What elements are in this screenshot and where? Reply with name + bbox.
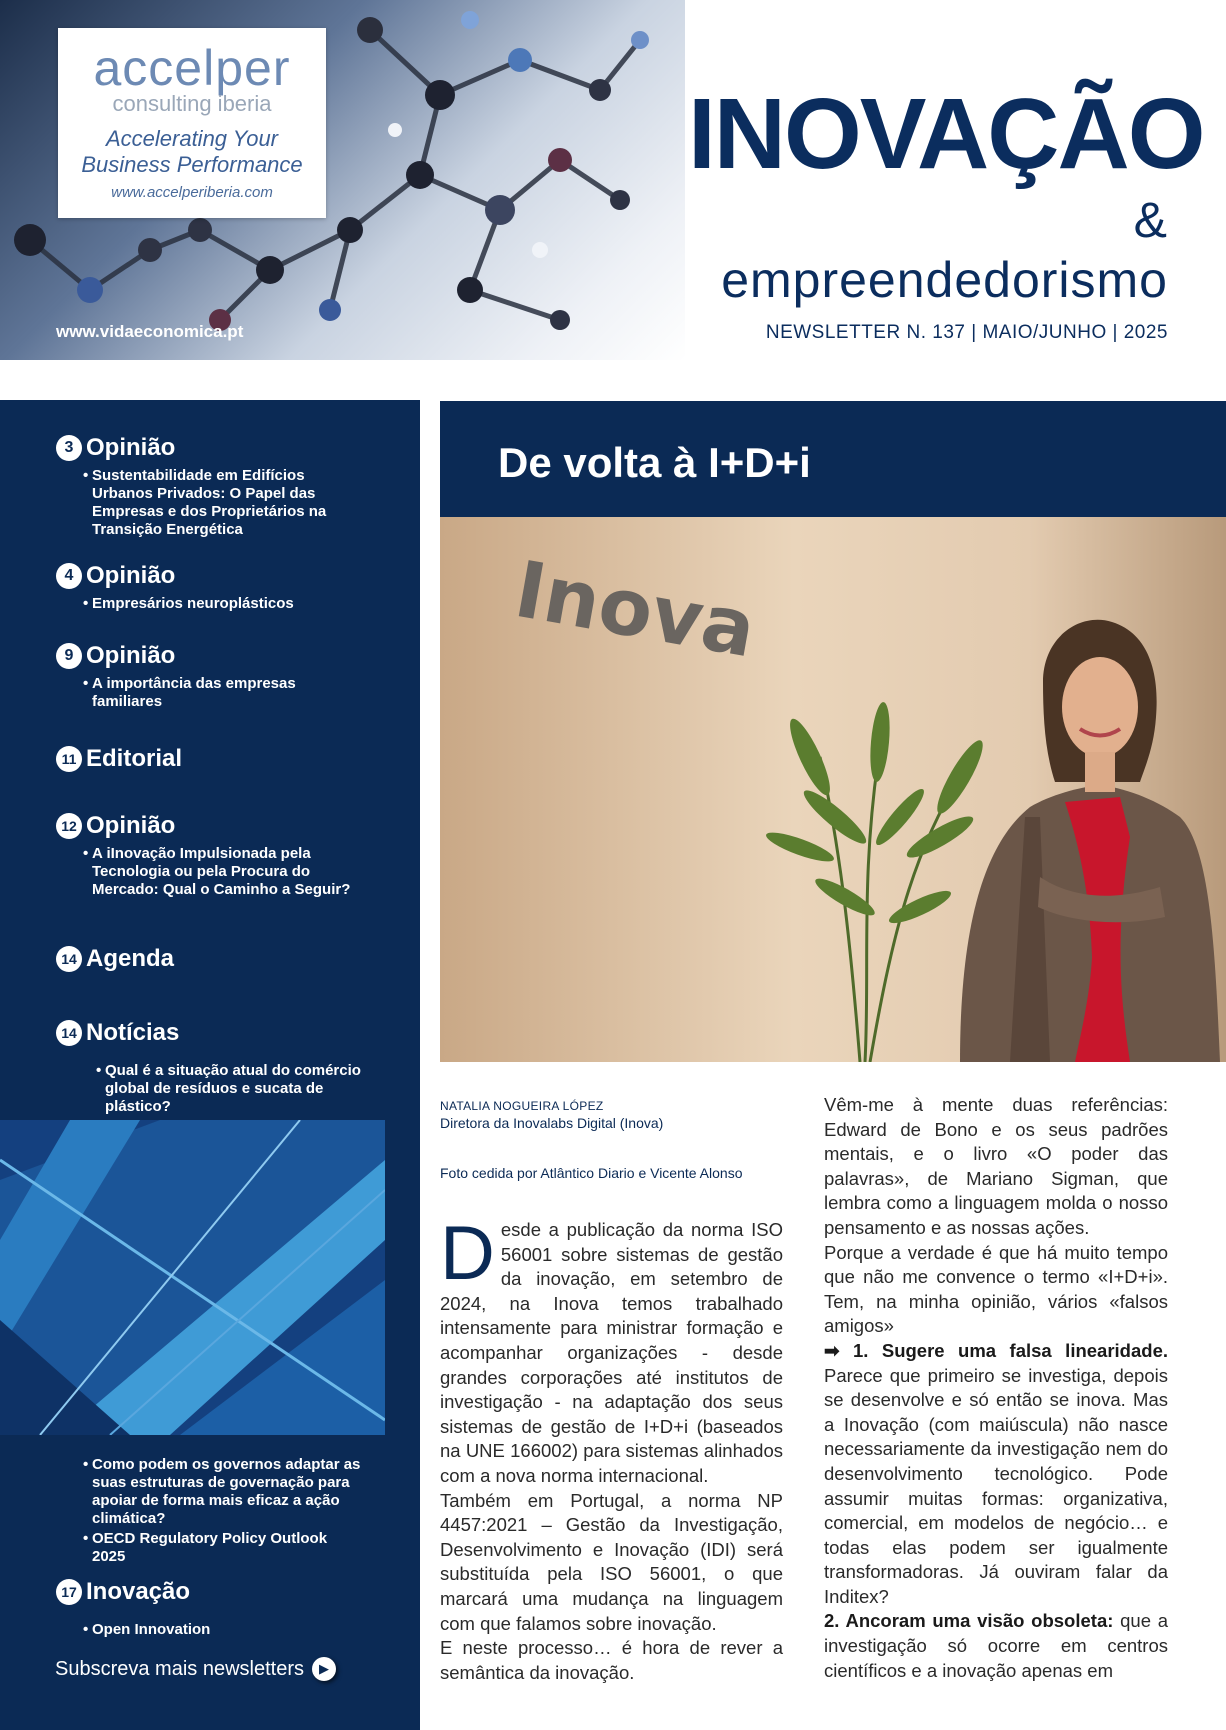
author-name: NATALIA NOGUEIRA LÓPEZ — [440, 1099, 604, 1113]
header-molecule-image — [0, 0, 685, 360]
article-title: De volta à I+D+i — [498, 439, 811, 486]
toc-section-title: Editorial — [86, 745, 183, 772]
issue-info: NEWSLETTER N. 137 | MAIO/JUNHO | 2025 — [765, 322, 1168, 343]
article-column-2 — [824, 1093, 1168, 1683]
photo-credit: Foto cedida por Atlântico Diario e Vicente Alonso — [440, 1165, 743, 1181]
article-point-1: ➡ 1. Sugere uma falsa linearidade. Parece que primeiro se investiga, depois se desenvolve e só então se inova. Mas a Inovação (com maiúscula) não nasce necessariamente da investigação nem do desenvolvimento tecnológico. Pode assumir muitas formas: organizativa, comercial, em modelos de negócio… e todas elas podem ser igualmente transformadoras. Já ouviram falar da Inditex? — [824, 1339, 1168, 1607]
article-column-1 — [440, 1211, 783, 1685]
logo-url[interactable]: www.accelperiberia.com — [111, 184, 273, 201]
article-paragraph: E neste processo… é hora de rever a semântica da inovação. — [440, 1637, 783, 1683]
toc-item[interactable]: • OECD Regulatory Policy Outlook 2025 — [83, 1530, 328, 1565]
logo-tagline-1: Accelerating Your — [105, 126, 279, 151]
newsletter-subtitle: & empreendedorismo — [721, 192, 1168, 308]
site-url-link[interactable]: www.vidaeconomica.pt — [56, 322, 244, 341]
play-arrow-icon[interactable]: ▶ — [312, 1657, 336, 1681]
table-of-contents-sidebar — [0, 400, 420, 1730]
logo-tagline-2: Business Performance — [81, 152, 303, 177]
newsletter-title: INOVAÇÃO — [688, 78, 1204, 190]
logo-subtitle: consulting iberia — [112, 91, 272, 116]
toc-section-title: Opinião — [86, 434, 176, 461]
toc-item[interactable]: • Como podem os governos adaptar as suas estruturas de governação para apoiar de forma mais eficaz a ação climática? — [83, 1456, 361, 1527]
inova-wall-sign: Inova — [508, 544, 762, 676]
page-number-badge: 17 — [56, 1579, 82, 1605]
article-paragraph: Desde a publicação da norma ISO 56001 sobre sistemas de gestão da inovação, em setembro de 2024, na Inova temos trabalhado intensamente para ministrar formação e acompanhar organizações - desde grandes corporações até institutos de investigação - na adaptação dos seus sistemas de gestão de I+D+i (baseados na UNE 166002) para sistemas alinhados com a nova norma internacional. — [440, 1211, 783, 1486]
toc-section-title: Opinião — [86, 642, 176, 669]
toc-item[interactable]: • A iInovação Impulsionada pela Tecnologia ou pela Procura do Mercado: Qual o Caminho a Seguir? — [83, 845, 351, 898]
point-label: ➡ 1. Sugere uma falsa linearidade. — [824, 1339, 1168, 1361]
office-portrait-illustration — [440, 517, 1226, 1062]
toc-item[interactable]: • Qual é a situação atual do comércio global de resíduos e sucata de plástico? — [96, 1062, 361, 1115]
abstract-blue-pattern — [0, 1120, 385, 1435]
sidebar-abstract-photo — [0, 1120, 385, 1435]
page-number-badge: 3 — [56, 435, 82, 461]
drop-cap: D — [440, 1211, 495, 1296]
subscribe-newsletters-link[interactable] — [55, 1657, 336, 1681]
toc-item[interactable]: • Open Innovation — [83, 1621, 211, 1638]
toc-item[interactable]: • Empresários neuroplásticos — [83, 595, 294, 612]
toc-section-inovacao[interactable] — [56, 1578, 190, 1606]
toc-section-title: Opinião — [86, 812, 176, 839]
page-number-badge: 11 — [56, 746, 82, 772]
toc-section-agenda[interactable] — [56, 945, 174, 973]
toc-item[interactable]: • A importância das empresas familiares — [83, 675, 296, 710]
toc-section-title: Agenda — [86, 945, 175, 972]
toc-section-noticias[interactable] — [56, 1019, 179, 1047]
page-number-badge: 4 — [56, 563, 82, 589]
accelper-logo[interactable] — [58, 28, 326, 218]
page-number-badge: 12 — [56, 813, 82, 839]
article-paragraph: Vêm-me à mente duas referências: Edward de Bono e os seus padrões mentais, e o livro «O poder das palavras», de Mariano Sigman, que lembra como a linguagem molda o nosso pensamento e as nossas ações. — [824, 1094, 1168, 1238]
page-number-badge: 14 — [56, 946, 82, 972]
subscribe-label: Subscreva mais newsletters — [55, 1657, 304, 1680]
toc-item[interactable]: • Sustentabilidade em Edifícios Urbanos Privados: O Papel das Empresas e dos Proprietários na Transição Energética — [83, 467, 327, 538]
toc-section-title: Notícias — [86, 1019, 180, 1046]
article-photo — [440, 517, 1226, 1062]
article-title-banner — [440, 401, 1226, 517]
point-label: 2. Ancoram uma visão obsoleta: — [824, 1610, 1114, 1632]
toc-section-editorial[interactable] — [56, 745, 182, 773]
logo-name: accelper — [93, 40, 291, 96]
page-number-badge: 9 — [56, 643, 82, 669]
article-paragraph: Porque a verdade é que há muito tempo que não me convence o termo «I+D+i». Tem, na minha opinião, vários «falsos amigos» — [824, 1241, 1168, 1337]
author-role: Diretora da Inovalabs Digital (Inova) — [440, 1115, 664, 1131]
toc-section-title: Opinião — [86, 562, 176, 589]
toc-section-title: Inovação — [86, 1578, 191, 1605]
article-point-2: 2. Ancoram uma visão obsoleta: que a investigação só ocorre em centros científicos e a inovação apenas em — [824, 1610, 1169, 1681]
article-paragraph: Também em Portugal, a norma NP 4457:2021 – Gestão da Investigação, Desenvolvimento e Inovação (IDI) será substituída pela ISO 56001, o que marcará uma mudança na linguagem com que falamos sobre inovação. — [440, 1489, 783, 1634]
toc-section-opiniao-3[interactable] — [56, 434, 175, 462]
page-number-badge: 14 — [56, 1020, 82, 1046]
toc-section-opiniao-9[interactable] — [56, 642, 175, 670]
toc-section-opiniao-12[interactable] — [56, 812, 175, 840]
toc-section-opiniao-4[interactable] — [56, 562, 175, 590]
